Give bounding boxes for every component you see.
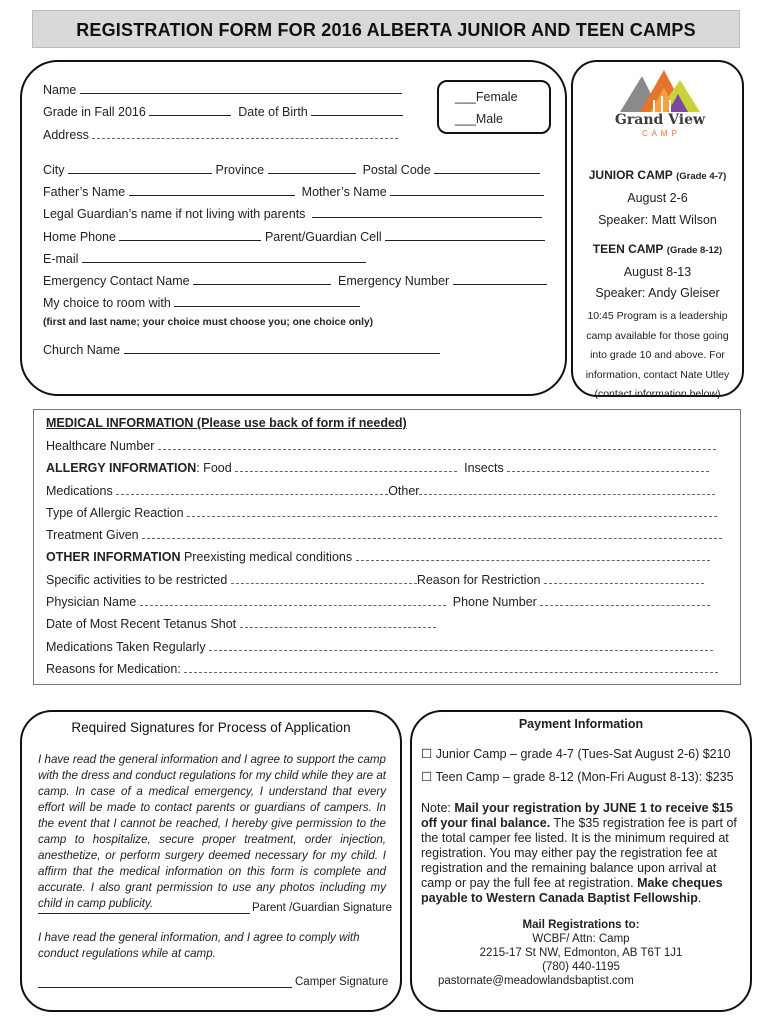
- room-label: My choice to room with: [43, 296, 171, 310]
- reaction-row: [46, 505, 717, 520]
- name-field[interactable]: [80, 82, 402, 94]
- meds-regular-label: Medications Taken Regularly: [46, 640, 206, 654]
- medical-heading: MEDICAL INFORMATION (Please use back of form if needed): [46, 416, 407, 430]
- teen-camp-title: TEEN CAMP: [592, 242, 664, 256]
- other-info-label: OTHER INFORMATION: [46, 550, 181, 564]
- church-label: Church Name: [43, 343, 121, 357]
- email-row: [43, 251, 366, 266]
- leadership-note-line: information, contact Nate Utley: [585, 368, 730, 381]
- mail-line: 2215-17 St NW, Edmonton, AB T6T 1J1: [479, 947, 683, 959]
- tetanus-row: [46, 616, 436, 631]
- teen-camp-speaker: Speaker: Andy Gleiser: [595, 286, 720, 300]
- junior-camp-heading: [573, 168, 742, 182]
- leadership-note: [573, 307, 742, 405]
- checkbox-icon[interactable]: ☐: [421, 770, 433, 784]
- checkbox-icon[interactable]: ☐: [421, 747, 433, 761]
- medications-field[interactable]: [116, 483, 388, 495]
- leadership-note-line: camp available for those going: [586, 329, 729, 342]
- province-label: Province: [215, 163, 265, 177]
- food-label: : Food: [196, 461, 232, 475]
- province-field[interactable]: [268, 162, 356, 174]
- camper-paragraph: I have read the general information, and I agree to comply with conduct regulations while at camp.: [38, 931, 360, 960]
- camper-signature-line[interactable]: [38, 987, 292, 988]
- grade-field[interactable]: [149, 104, 231, 116]
- phone-row: [43, 229, 545, 244]
- father-label: Father’s Name: [43, 185, 126, 199]
- food-field[interactable]: [235, 460, 457, 472]
- note-prefix: Note:: [421, 801, 455, 815]
- junior-camp-grade: (Grade 4-7): [676, 171, 727, 182]
- allergy-label: ALLERGY INFORMATION: [46, 461, 197, 475]
- junior-camp-date: August 2-6: [627, 191, 688, 205]
- physician-field[interactable]: [140, 594, 446, 606]
- physician-label: Physician Name: [46, 595, 137, 609]
- mother-label: Mother’s Name: [301, 185, 387, 199]
- note-end: .: [697, 891, 702, 905]
- guardian-row: [43, 206, 542, 221]
- female-option[interactable]: ___Female: [455, 90, 518, 104]
- email-field[interactable]: [82, 251, 366, 263]
- leadership-note-line: into grade 10 and above. For: [590, 349, 725, 361]
- insects-field[interactable]: [507, 460, 709, 472]
- mail-email[interactable]: pastornate@meadowlandsbaptist.com: [438, 975, 634, 987]
- note-body: The $35 registration fee is part of the total camper fee listed. It is the minimum required at registration. You may either pay the registration fee at registration and the remaining balance upon arrival at camp or pay the full fee at registration.: [421, 816, 737, 890]
- emergency-row: [43, 273, 547, 288]
- parent-signature-label: Parent /Guardian Signature: [252, 902, 393, 914]
- parent-signature-line[interactable]: [38, 913, 250, 914]
- allergy-row: [46, 460, 709, 475]
- consent-paragraph: I have read the general information and I agree to support the camp with the dress and conduct regulations for my child while they are at camp. In case of a medical emergency, I understand that every effort will be made to contact parents or guardians of campers. In the event that I cannot be reached, I hereby give permission to the camp to hospitalize, secure proper treatment, order injection, anesthetize, or perform surgery deemed necessary for my child. I affirm that the medical information on this form is complete and accurate. I also grant permission to use any photos including my child in camp publicity.: [38, 753, 386, 910]
- healthcare-label: Healthcare Number: [46, 439, 155, 453]
- address-label: Address: [43, 128, 89, 142]
- room-note: (first and last name; your choice must choose you; one choice only): [43, 317, 374, 328]
- church-row: [43, 342, 440, 357]
- payment-note: [421, 801, 739, 906]
- activities-row: [46, 572, 704, 587]
- city-row: [43, 162, 540, 177]
- teen-payment-option[interactable]: [421, 769, 734, 784]
- reason-field[interactable]: [544, 572, 704, 584]
- reaction-label: Type of Allergic Reaction: [46, 506, 184, 520]
- leadership-note-line: 10:45 Program is a leadership: [587, 310, 728, 322]
- payment-heading: Payment Information: [518, 717, 644, 731]
- mother-field[interactable]: [390, 184, 544, 196]
- emergency-name-label: Emergency Contact Name: [43, 274, 190, 288]
- medications-row: [46, 483, 715, 498]
- logo-sub: C A M P: [642, 129, 678, 138]
- name-label: Name: [43, 83, 77, 97]
- mail-line: WCBF/ Attn: Camp: [532, 933, 630, 945]
- city-field[interactable]: [68, 162, 212, 174]
- junior-camp-speaker: Speaker: Matt Wilson: [598, 213, 717, 227]
- meds-reason-field[interactable]: [184, 661, 718, 673]
- treatment-field[interactable]: [142, 527, 722, 539]
- parents-row: [43, 184, 544, 199]
- emergency-number-field[interactable]: [453, 273, 547, 285]
- junior-option-label: Junior Camp – grade 4-7 (Tues-Sat August 2-6) $210: [435, 747, 731, 761]
- other-field[interactable]: [419, 483, 715, 495]
- junior-camp-title: JUNIOR CAMP: [588, 168, 673, 182]
- phone-number-field[interactable]: [540, 594, 710, 606]
- emergency-number-label: Emergency Number: [338, 274, 450, 288]
- grand-view-logo: [612, 66, 708, 136]
- home-phone-label: Home Phone: [43, 230, 116, 244]
- insects-label: Insects: [464, 461, 504, 475]
- home-phone-field[interactable]: [119, 229, 261, 241]
- meds-regular-row: [46, 639, 713, 654]
- tetanus-field[interactable]: [240, 616, 436, 628]
- note-cheques: Make cheques payable to Western Canada Baptist Fellowship: [421, 876, 723, 905]
- phone-number-label: Phone Number: [452, 595, 537, 609]
- name-row: [43, 82, 402, 97]
- mail-address: [412, 932, 750, 988]
- preexisting-label: Preexisting medical conditions: [180, 550, 353, 564]
- leadership-note-line: (contact information below): [594, 388, 721, 400]
- mail-line: (780) 440-1195: [542, 961, 620, 973]
- meds-reason-row: [46, 661, 718, 676]
- church-field[interactable]: [124, 342, 440, 354]
- teen-option-label: Teen Camp – grade 8-12 (Mon-Fri August 8-13): $235: [435, 770, 734, 784]
- treatment-row: [46, 527, 722, 542]
- postal-label: Postal Code: [362, 163, 431, 177]
- reason-label: Reason for Restriction: [416, 573, 541, 587]
- teen-camp-heading: [573, 242, 742, 256]
- medications-label: Medications: [46, 484, 113, 498]
- meds-reason-label: Reasons for Medication:: [46, 662, 181, 676]
- activities-field[interactable]: [231, 572, 417, 584]
- activities-label: Specific activities to be restricted: [46, 573, 228, 587]
- form-title: REGISTRATION FORM FOR 2016 ALBERTA JUNIOR AND TEEN CAMPS: [32, 10, 740, 48]
- other-info-row: [46, 549, 710, 564]
- mail-heading: Mail Registrations to:: [522, 919, 640, 931]
- city-label: City: [43, 163, 65, 177]
- physician-row: [46, 594, 710, 609]
- preexisting-field[interactable]: [356, 549, 710, 561]
- junior-payment-option[interactable]: [421, 746, 731, 761]
- grade-row: [43, 104, 403, 119]
- grade-label: Grade in Fall 2016: [43, 105, 146, 119]
- signatures-heading: Required Signatures for Process of Application: [71, 720, 351, 735]
- camper-signature-label: Camper Signature: [295, 976, 389, 988]
- guardian-field[interactable]: [312, 206, 542, 218]
- cell-label: Parent/Guardian Cell: [264, 230, 382, 244]
- meds-regular-field[interactable]: [209, 639, 713, 651]
- room-field[interactable]: [174, 295, 360, 307]
- room-row: [43, 295, 360, 310]
- address-row: [43, 127, 398, 142]
- email-label: E-mail: [43, 252, 79, 266]
- postal-field[interactable]: [434, 162, 540, 174]
- reaction-field[interactable]: [187, 505, 717, 517]
- healthcare-row: [46, 438, 716, 453]
- male-option[interactable]: ___Male: [455, 112, 503, 126]
- cell-field[interactable]: [385, 229, 545, 241]
- tetanus-label: Date of Most Recent Tetanus Shot: [46, 617, 237, 631]
- mountain-icon: [612, 66, 708, 116]
- teen-camp-grade: (Grade 8-12): [666, 245, 723, 256]
- emergency-name-field[interactable]: [193, 273, 331, 285]
- teen-camp-date: August 8-13: [623, 265, 692, 279]
- dob-field[interactable]: [311, 104, 403, 116]
- logo-name: Grand View: [614, 112, 706, 128]
- address-field[interactable]: [92, 127, 398, 139]
- other-label: Other: [388, 484, 420, 498]
- note-deadline: Mail your registration by JUNE 1 to receive $15 off your final balance.: [421, 801, 733, 830]
- guardian-label: Legal Guardian’s name if not living with parents: [43, 207, 306, 221]
- dob-label: Date of Birth: [238, 105, 308, 119]
- father-field[interactable]: [129, 184, 295, 196]
- treatment-label: Treatment Given: [46, 528, 139, 542]
- healthcare-field[interactable]: [158, 438, 716, 450]
